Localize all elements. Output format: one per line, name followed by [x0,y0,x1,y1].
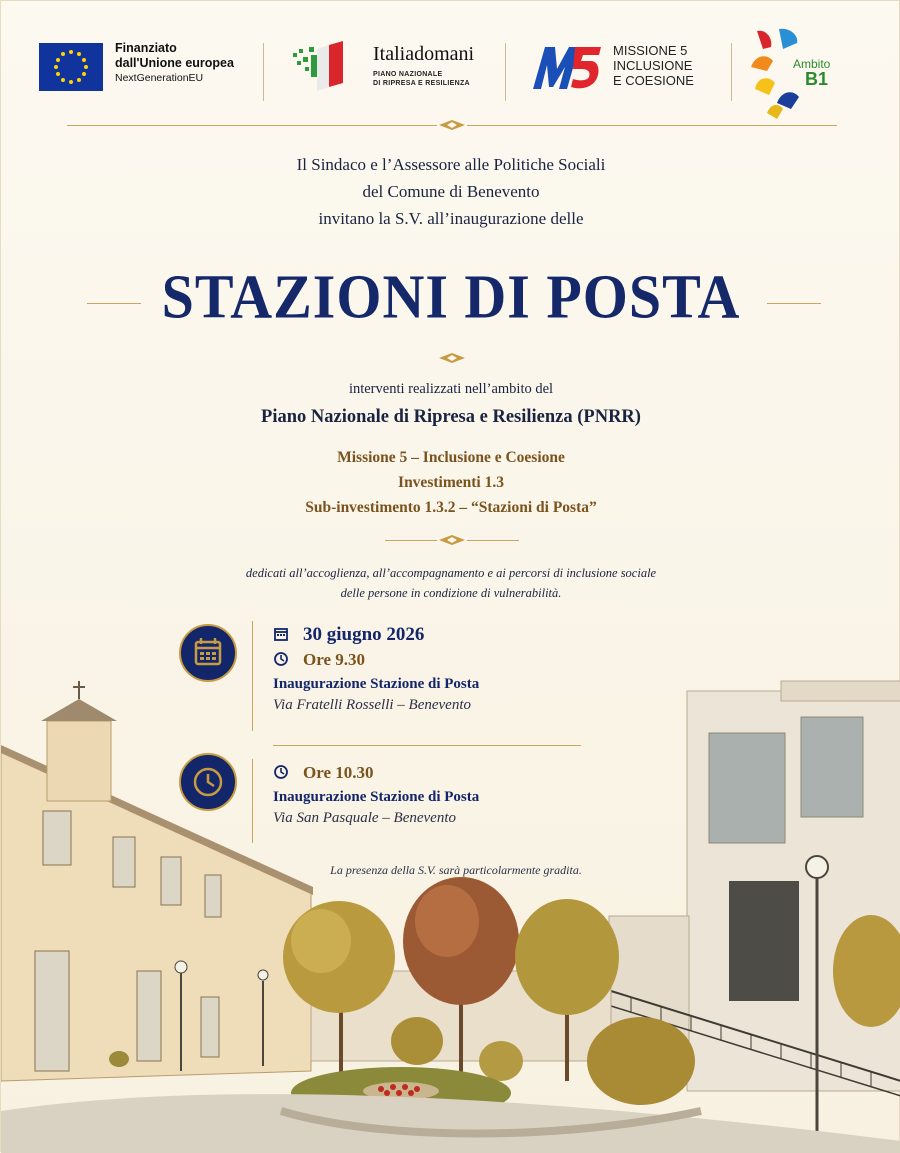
event-2-name: Inaugurazione Stazione di Posta [273,789,480,805]
gold-divider [385,540,437,541]
italiadomani-logo [289,37,489,127]
program-mission [1,445,900,520]
page-title: STAZIONI DI POSTA [161,261,741,332]
event-vertical-rule [252,621,253,731]
calendar-icon [179,624,237,682]
sub-investment-text: Sub-investimento 1.3.2 – “Stazioni di Posta” [305,499,597,516]
event-1-name: Inaugurazione Stazione di Posta [273,676,480,692]
logo-separator [263,43,264,101]
italiadomani-title: Italiadomani [373,43,475,65]
gold-divider [467,540,519,541]
mission5-logo [529,37,729,127]
event-1-date-line [273,624,479,646]
event-2-address: Via San Pasquale – Benevento [273,810,457,826]
italy-flag-icon [291,39,353,95]
mission-line1: MISSIONE 5 [613,43,688,58]
diamond-ornament-icon [439,120,465,130]
logo-separator [505,43,506,101]
logo-bar [39,37,869,127]
invitation-intro [1,151,900,232]
dedication [1,563,900,603]
building-illustration [1,641,900,1153]
clock-icon [179,753,237,811]
diamond-ornament-icon [439,535,465,545]
event-2-time-line [273,763,479,783]
eu-line2: dall'Unione europea [115,56,234,70]
program-name: Piano Nazionale di Ripresa e Resilienza (PNRR) [261,407,641,427]
small-clock-icon [273,651,289,667]
eu-logo [39,37,259,127]
mission-line2: INCLUSIONE [613,58,693,73]
eu-line3: NextGenerationEU [115,72,204,84]
ambito-label: Ambito [793,57,831,71]
m5-icon [531,41,603,93]
small-clock-icon [273,764,289,780]
italiadomani-sub2: DI RIPRESA E RESILIENZA [373,80,470,87]
program-intro: interventi realizzati nell’ambito del [348,381,554,397]
small-calendar-icon [273,626,289,642]
event-1-time-line [273,650,479,670]
ambito-logo [747,37,867,127]
gold-divider [67,125,437,126]
event-separator [273,745,581,746]
mission-text: Missione 5 – Inclusione e Coesione [337,449,565,466]
eu-flag-icon [39,43,103,91]
intro-line2: del Comune di Benevento [362,182,540,201]
event-1-date: 30 giugno 2026 [303,624,425,645]
logo-separator [731,43,732,101]
event-vertical-rule [252,759,253,843]
event-1-time: Ore 9.30 [303,650,366,669]
dedication-line1: dedicati all’accoglienza, all’accompagnamento e ai percorsi di inclusione sociale [245,566,657,580]
event-2-time: Ore 10.30 [303,763,374,782]
event-2 [273,763,479,827]
closing-note: La presenza della S.V. sarà particolarmente gradita. [330,863,582,877]
eu-line1: Finanziato [115,41,177,55]
diamond-ornament-icon [439,353,465,363]
intro-line1: Il Sindaco e l’Assessore alle Politiche Sociali [296,155,606,174]
dedication-line2: delle persone in condizione di vulnerabilità. [340,586,562,600]
event-1-address: Via Fratelli Rosselli – Benevento [273,697,472,713]
event-1 [273,624,479,714]
intro-line3: invitano la S.V. all’inaugurazione delle [318,209,584,228]
investment-text: Investimenti 1.3 [398,474,504,491]
gold-divider [467,125,837,126]
italiadomani-sub1: PIANO NAZIONALE [373,71,443,78]
mission-line3: E COESIONE [613,73,694,88]
ambito-code: B1 [805,69,829,89]
